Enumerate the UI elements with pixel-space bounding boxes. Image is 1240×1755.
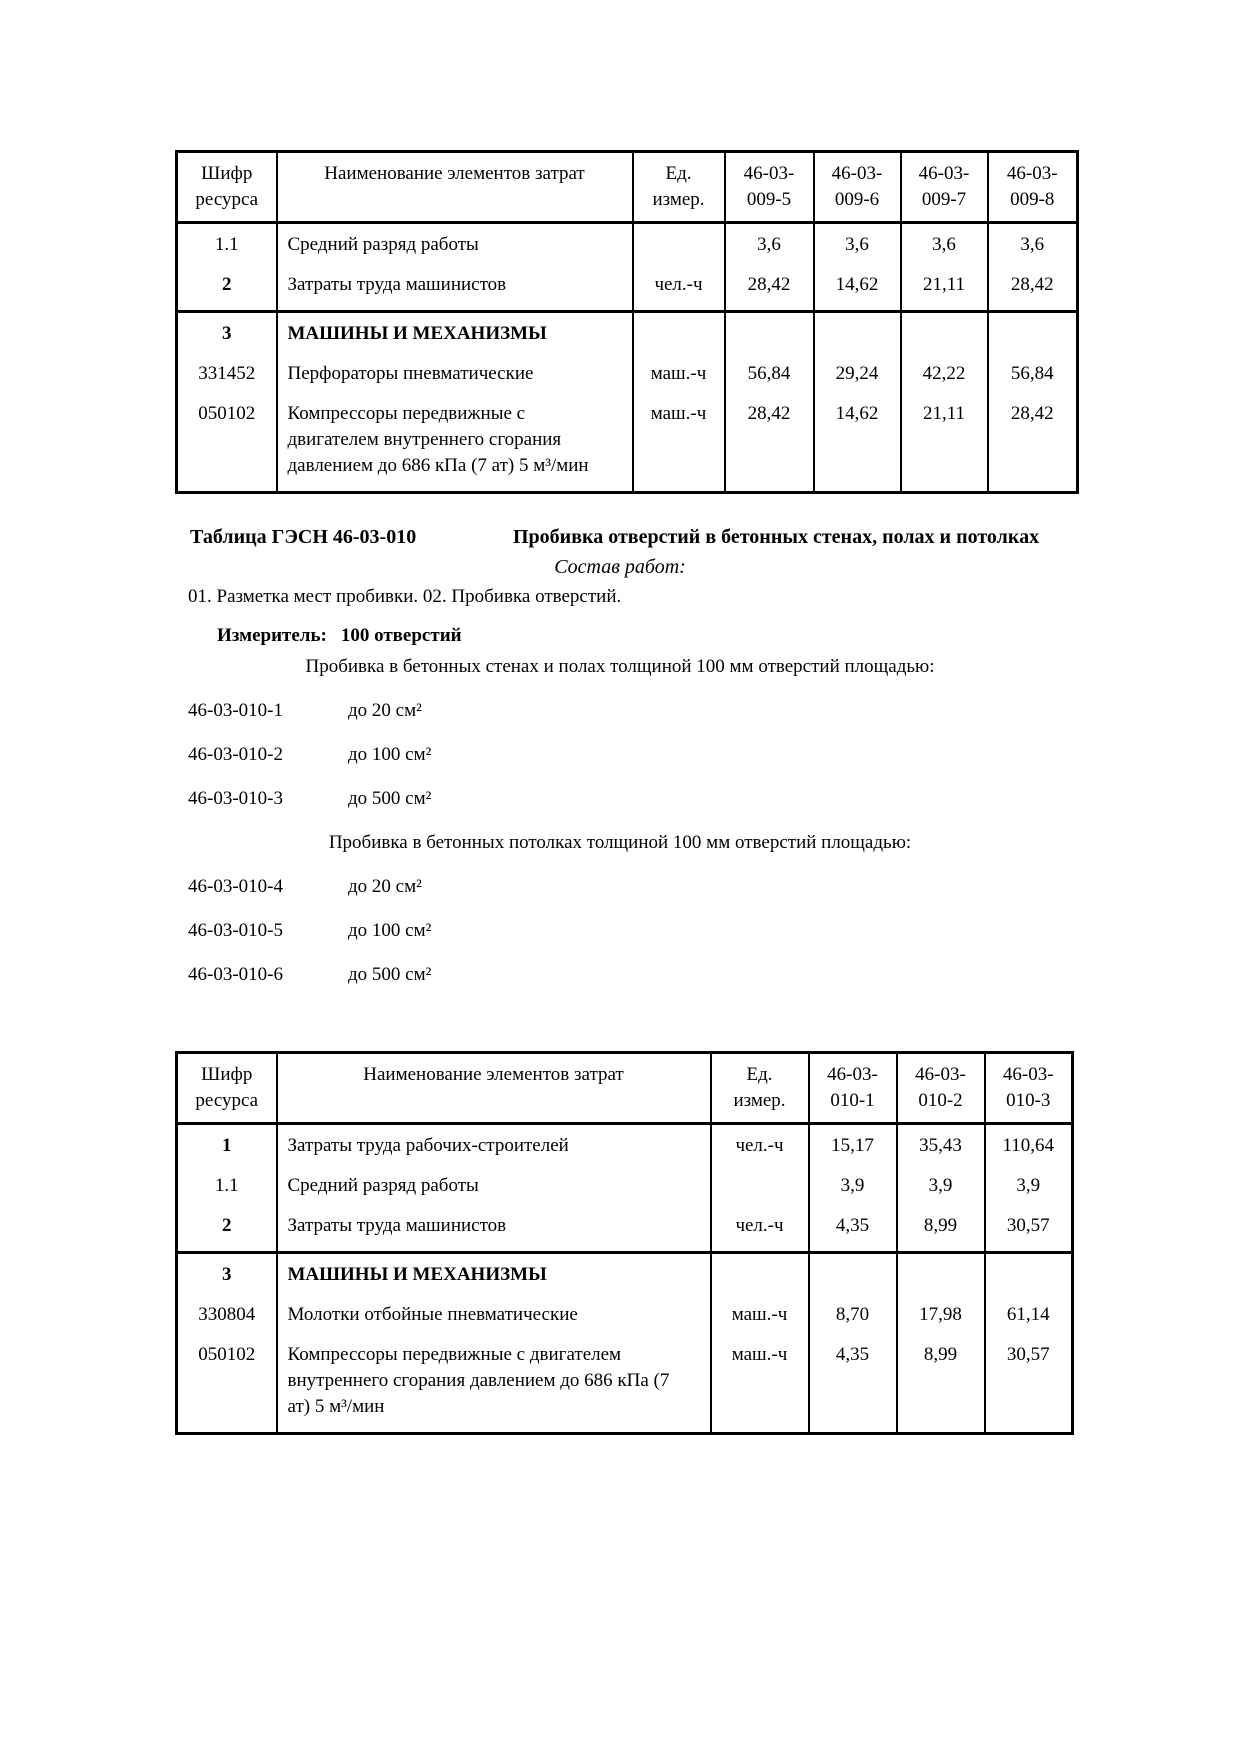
value-cell: 28,42 — [988, 272, 1078, 312]
norm-list-item — [175, 874, 1240, 900]
header-line: Шифр — [201, 1064, 253, 1085]
header-line: 010-1 — [830, 1090, 875, 1111]
value-cell: 30,57 — [985, 1342, 1073, 1434]
table-header-row — [177, 1053, 1073, 1124]
value-cell: 28,42 — [725, 401, 814, 493]
cost-name-cell: Компрессоры передвижные с двигателем внутреннего сгорания давлением до 686 кПа (7 ат) 5 м³/мин — [277, 401, 633, 493]
value-cell: 8,70 — [809, 1302, 897, 1342]
value-cell: 110,64 — [985, 1124, 1073, 1174]
header-cell-norm-4 — [988, 152, 1078, 223]
value-cell — [725, 312, 814, 362]
norm-code: 46-03-010-6 — [188, 964, 283, 985]
section-title-cell: МАШИНЫ И МЕХАНИЗМЫ — [277, 1253, 711, 1303]
header-cell-resource-code — [177, 1053, 277, 1124]
value-cell: 3,6 — [814, 223, 901, 273]
cost-name-cell: Перфораторы пневматические — [277, 361, 633, 401]
cost-name-cell: Молотки отбойные пневматические — [277, 1302, 711, 1342]
value-cell: 15,17 — [809, 1124, 897, 1174]
resource-code-cell: 3 — [177, 1253, 277, 1303]
cost-name-cell: Средний разряд работы — [277, 1173, 711, 1213]
norm-list-item — [175, 786, 1240, 812]
measure-unit-label: Измеритель: — [217, 625, 327, 646]
value-cell: 30,57 — [985, 1213, 1073, 1253]
header-line: Ед. — [665, 163, 692, 184]
table-section-row — [177, 312, 1078, 362]
resource-code-cell: 2 — [177, 272, 277, 312]
unit-cell: маш.-ч — [633, 401, 725, 493]
header-line: Наименование элементов затрат — [324, 163, 585, 184]
value-cell — [814, 312, 901, 362]
unit-cell: маш.-ч — [633, 361, 725, 401]
header-line: Ед. — [746, 1064, 773, 1085]
value-cell: 29,24 — [814, 361, 901, 401]
header-cell-norm-1 — [809, 1053, 897, 1124]
section-title-row — [175, 524, 1240, 551]
norm-desc: до 100 см² — [348, 920, 432, 941]
value-cell: 35,43 — [897, 1124, 985, 1174]
unit-cell: маш.-ч — [711, 1342, 809, 1434]
resource-code-cell: 1.1 — [177, 1173, 277, 1213]
value-cell: 3,6 — [988, 223, 1078, 273]
value-cell: 3,9 — [809, 1173, 897, 1213]
unit-cell — [711, 1253, 809, 1303]
table-number-label: Таблица ГЭСН 46-03-010 — [190, 526, 417, 548]
resource-code-cell: 050102 — [177, 1342, 277, 1434]
value-cell: 8,99 — [897, 1342, 985, 1434]
unit-cell: чел.-ч — [711, 1124, 809, 1174]
value-cell: 28,42 — [725, 272, 814, 312]
header-cell-name — [277, 1053, 711, 1124]
header-line: 46-03- — [918, 163, 970, 184]
table-title: Пробивка отверстий в бетонных стенах, полах и потолках — [513, 526, 1040, 548]
header-cell-norm-2 — [897, 1053, 985, 1124]
header-cell-norm-3 — [985, 1053, 1073, 1124]
unit-cell — [633, 312, 725, 362]
cost-table-46-03-009 — [175, 150, 1079, 494]
value-cell: 61,14 — [985, 1302, 1073, 1342]
header-line: 009-7 — [921, 189, 967, 210]
header-line: измер. — [652, 189, 705, 210]
cost-name-cell: Компрессоры передвижные с двигателем внутреннего сгорания давлением до 686 кПа (7 ат) 5 м³/мин — [277, 1342, 711, 1434]
norm-code: 46-03-010-3 — [188, 788, 283, 809]
header-line: 009-6 — [834, 189, 880, 210]
table-section-row — [177, 1253, 1073, 1303]
table-row — [177, 401, 1078, 493]
norm-code: 46-03-010-1 — [188, 700, 283, 721]
norm-list-item — [175, 698, 1240, 724]
table-row — [177, 1213, 1073, 1253]
value-cell: 17,98 — [897, 1302, 985, 1342]
header-line: 009-8 — [1010, 189, 1055, 210]
table-row — [177, 223, 1078, 273]
value-cell — [809, 1253, 897, 1303]
unit-cell: чел.-ч — [633, 272, 725, 312]
header-line: 46-03- — [831, 163, 883, 184]
norm-list-item — [175, 742, 1240, 768]
norm-desc: до 20 см² — [348, 876, 422, 897]
table-row — [177, 272, 1078, 312]
header-cell-name — [277, 152, 633, 223]
header-line: 46-03- — [1006, 163, 1058, 184]
value-cell — [897, 1253, 985, 1303]
header-line: 010-2 — [918, 1090, 963, 1111]
header-line: 010-3 — [1006, 1090, 1051, 1111]
table-row — [177, 1124, 1073, 1174]
norm-desc: до 20 см² — [348, 700, 422, 721]
measure-unit-value: 100 отверстий — [340, 625, 462, 646]
norm-desc: до 500 см² — [348, 964, 432, 985]
header-cell-resource-code — [177, 152, 277, 223]
value-cell: 14,62 — [814, 272, 901, 312]
norm-desc: до 500 см² — [348, 788, 432, 809]
table-row — [177, 1302, 1073, 1342]
header-line: измер. — [733, 1090, 786, 1111]
cost-name-cell: Средний разряд работы — [277, 223, 633, 273]
header-cell-unit — [633, 152, 725, 223]
value-cell: 56,84 — [988, 361, 1078, 401]
header-line: ресурса — [195, 189, 259, 210]
header-line: 46-03- — [743, 163, 795, 184]
unit-cell: маш.-ч — [711, 1302, 809, 1342]
cost-name-cell: Затраты труда машинистов — [277, 1213, 711, 1253]
unit-cell: чел.-ч — [711, 1213, 809, 1253]
value-cell: 42,22 — [901, 361, 988, 401]
unit-cell — [711, 1173, 809, 1213]
table-row — [177, 1342, 1073, 1434]
value-cell: 3,6 — [725, 223, 814, 273]
cost-table-46-03-010 — [175, 1051, 1074, 1435]
header-cell-norm-1 — [725, 152, 814, 223]
unit-cell — [633, 223, 725, 273]
resource-code-cell: 050102 — [177, 401, 277, 493]
value-cell: 3,9 — [985, 1173, 1073, 1213]
cost-name-cell: Затраты труда рабочих-строителей — [277, 1124, 711, 1174]
measure-unit-line — [175, 623, 1240, 649]
value-cell: 28,42 — [988, 401, 1078, 493]
cost-name-cell: Затраты труда машинистов — [277, 272, 633, 312]
value-cell: 14,62 — [814, 401, 901, 493]
section-title-cell: МАШИНЫ И МЕХАНИЗМЫ — [277, 312, 633, 362]
header-cell-norm-3 — [901, 152, 988, 223]
resource-code-cell: 1 — [177, 1124, 277, 1174]
table-header-row — [177, 152, 1078, 223]
header-line: Наименование элементов затрат — [363, 1064, 624, 1085]
value-cell — [901, 312, 988, 362]
header-cell-norm-2 — [814, 152, 901, 223]
value-cell — [985, 1253, 1073, 1303]
norm-desc: до 100 см² — [348, 744, 432, 765]
value-cell: 3,6 — [901, 223, 988, 273]
work-composition-text: 01. Разметка мест пробивки. 02. Пробивка отверстий. — [188, 586, 622, 607]
value-cell: 21,11 — [901, 401, 988, 493]
value-cell: 4,35 — [809, 1213, 897, 1253]
table-row — [177, 361, 1078, 401]
value-cell: 3,9 — [897, 1173, 985, 1213]
header-line: 46-03- — [1002, 1064, 1054, 1085]
norm-list-item — [175, 918, 1240, 944]
header-line: 46-03- — [827, 1064, 878, 1085]
value-cell: 4,35 — [809, 1342, 897, 1434]
resource-code-cell: 3 — [177, 312, 277, 362]
value-cell: 21,11 — [901, 272, 988, 312]
value-cell: 8,99 — [897, 1213, 985, 1253]
table-row — [177, 1173, 1073, 1213]
group-note-walls-floors: Пробивка в бетонных стенах и полах толщиной 100 мм отверстий площадью: — [305, 656, 935, 677]
resource-code-cell: 1.1 — [177, 223, 277, 273]
work-composition-label: Состав работ: — [554, 556, 686, 578]
header-line: Шифр — [201, 163, 253, 184]
header-cell-unit — [711, 1053, 809, 1124]
norm-code: 46-03-010-4 — [188, 876, 283, 897]
resource-code-cell: 331452 — [177, 361, 277, 401]
resource-code-cell: 330804 — [177, 1302, 277, 1342]
header-line: 46-03- — [915, 1064, 966, 1085]
resource-code-cell: 2 — [177, 1213, 277, 1253]
norm-list-item — [175, 962, 1240, 988]
value-cell: 56,84 — [725, 361, 814, 401]
value-cell — [988, 312, 1078, 362]
norm-code: 46-03-010-5 — [188, 920, 283, 941]
header-line: 009-5 — [746, 189, 792, 210]
group-note-ceilings: Пробивка в бетонных потолках толщиной 100 мм отверстий площадью: — [328, 832, 912, 853]
norm-code: 46-03-010-2 — [188, 744, 283, 765]
header-line: ресурса — [195, 1090, 259, 1111]
